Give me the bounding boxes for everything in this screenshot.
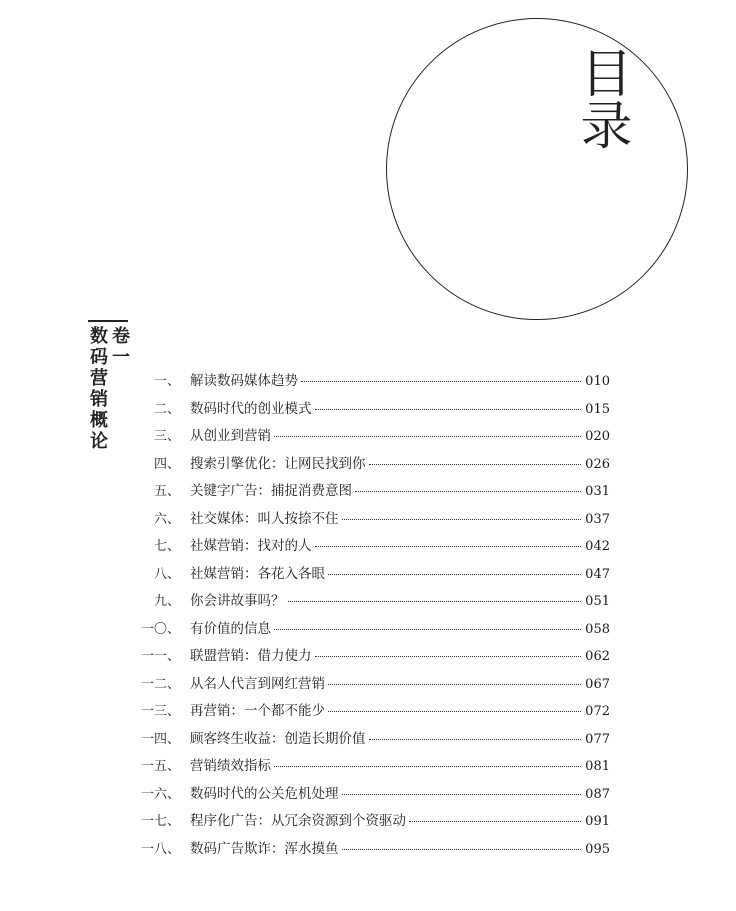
toc-leader	[369, 464, 582, 465]
toc-number: 一一、	[140, 649, 180, 664]
toc-page: 062	[585, 649, 610, 664]
toc-number: 三、	[153, 429, 180, 444]
toc-leader	[328, 711, 581, 712]
toc-number: 一五、	[140, 759, 180, 774]
toc-title: 社交媒体：叫人按捺不住	[190, 510, 339, 527]
toc-leader	[288, 601, 582, 602]
toc-title: 从创业到营销	[190, 428, 271, 444]
toc-title: 从名人代言到网红营销	[190, 675, 325, 692]
toc-entry[interactable]	[120, 754, 610, 782]
toc-number: 四、	[153, 456, 180, 472]
toc-number: 一三、	[140, 704, 180, 719]
toc-title: 社媒营销：各花入各眼	[190, 565, 325, 582]
toc-number: 五、	[153, 484, 180, 499]
toc-page: 087	[585, 786, 610, 802]
toc-leader	[274, 629, 581, 630]
toc-title: 解读数码媒体趋势	[190, 373, 298, 389]
toc-entry[interactable]	[120, 617, 610, 645]
toc-page: 067	[585, 676, 610, 692]
toc-number: 一〇、	[140, 621, 180, 637]
toc-entry[interactable]	[120, 507, 610, 535]
toc-entry[interactable]	[120, 369, 610, 397]
toc-page: 095	[585, 841, 610, 857]
toc-number: 一、	[153, 374, 180, 389]
toc-entry[interactable]	[120, 424, 610, 452]
toc-page: 031	[585, 484, 610, 499]
title-circle	[386, 18, 688, 320]
toc-entry[interactable]	[120, 727, 610, 755]
toc-number: 一八、	[140, 841, 180, 857]
toc-leader	[315, 546, 582, 547]
toc-entry[interactable]	[120, 837, 610, 865]
toc-title: 程序化广告：从冗余资源到个资驱动	[190, 813, 406, 829]
volume-number: 卷一	[109, 326, 130, 368]
toc-title: 社媒营销：找对的人	[190, 538, 312, 554]
toc-page: 015	[585, 401, 610, 417]
table-of-contents	[120, 369, 610, 864]
toc-leader	[342, 849, 582, 850]
toc-number: 九、	[153, 594, 180, 609]
toc-page: 047	[585, 566, 610, 582]
toc-number: 一二、	[140, 676, 180, 692]
toc-number: 一七、	[140, 814, 180, 829]
toc-page: 077	[585, 731, 610, 747]
toc-entry[interactable]	[120, 562, 610, 590]
toc-page: 042	[585, 539, 610, 554]
toc-title: 数码时代的创业模式	[190, 400, 312, 417]
toc-title: 有价值的信息	[190, 620, 271, 637]
toc-number: 二、	[153, 401, 180, 417]
toc-number: 八、	[153, 566, 180, 582]
toc-title: 联盟营销：借力使力	[190, 648, 312, 664]
toc-entry[interactable]	[120, 782, 610, 810]
toc-page: 091	[585, 814, 610, 829]
toc-number: 一四、	[140, 731, 180, 747]
toc-page: 072	[585, 704, 610, 719]
toc-title: 数码广告欺诈：浑水摸鱼	[190, 840, 339, 857]
toc-leader	[342, 519, 582, 520]
toc-page: 010	[585, 374, 610, 389]
toc-page: 058	[585, 621, 610, 637]
toc-entry[interactable]	[120, 479, 610, 507]
toc-entry[interactable]	[120, 699, 610, 727]
toc-leader	[315, 409, 582, 410]
toc-title: 再营销：一个都不能少	[190, 703, 325, 719]
toc-number: 一六、	[140, 786, 180, 802]
toc-leader	[409, 821, 581, 822]
toc-page: 020	[585, 429, 610, 444]
toc-leader	[315, 656, 582, 657]
toc-entry[interactable]	[120, 672, 610, 700]
toc-leader	[274, 766, 581, 767]
toc-page: 051	[585, 594, 610, 609]
toc-title: 你会讲故事吗？	[190, 593, 285, 609]
toc-leader	[328, 574, 581, 575]
toc-number: 六、	[153, 511, 180, 527]
toc-entry[interactable]	[120, 397, 610, 425]
toc-number: 七、	[153, 539, 180, 554]
toc-leader	[328, 684, 581, 685]
toc-entry[interactable]	[120, 452, 610, 480]
toc-leader	[301, 381, 581, 382]
toc-entry[interactable]	[120, 644, 610, 672]
toc-entry[interactable]	[120, 809, 610, 837]
toc-leader	[369, 739, 582, 740]
toc-entry[interactable]	[120, 534, 610, 562]
toc-title: 顾客终生收益：创造长期价值	[190, 730, 366, 747]
toc-entry[interactable]	[120, 589, 610, 617]
volume-divider	[88, 320, 128, 322]
toc-leader	[342, 794, 582, 795]
toc-title: 搜索引擎优化：让网民找到你	[190, 455, 366, 472]
toc-page: 081	[585, 759, 610, 774]
toc-page: 026	[585, 456, 610, 472]
toc-leader	[274, 436, 581, 437]
volume-name: 数码营销概论	[87, 326, 108, 452]
toc-page: 037	[585, 511, 610, 527]
toc-title: 数码时代的公关危机处理	[190, 785, 339, 802]
toc-title: 关键字广告：捕捉消费意图	[190, 483, 352, 499]
page-title: 目录	[571, 46, 631, 150]
toc-leader	[355, 491, 581, 492]
toc-title: 营销绩效指标	[190, 758, 271, 774]
